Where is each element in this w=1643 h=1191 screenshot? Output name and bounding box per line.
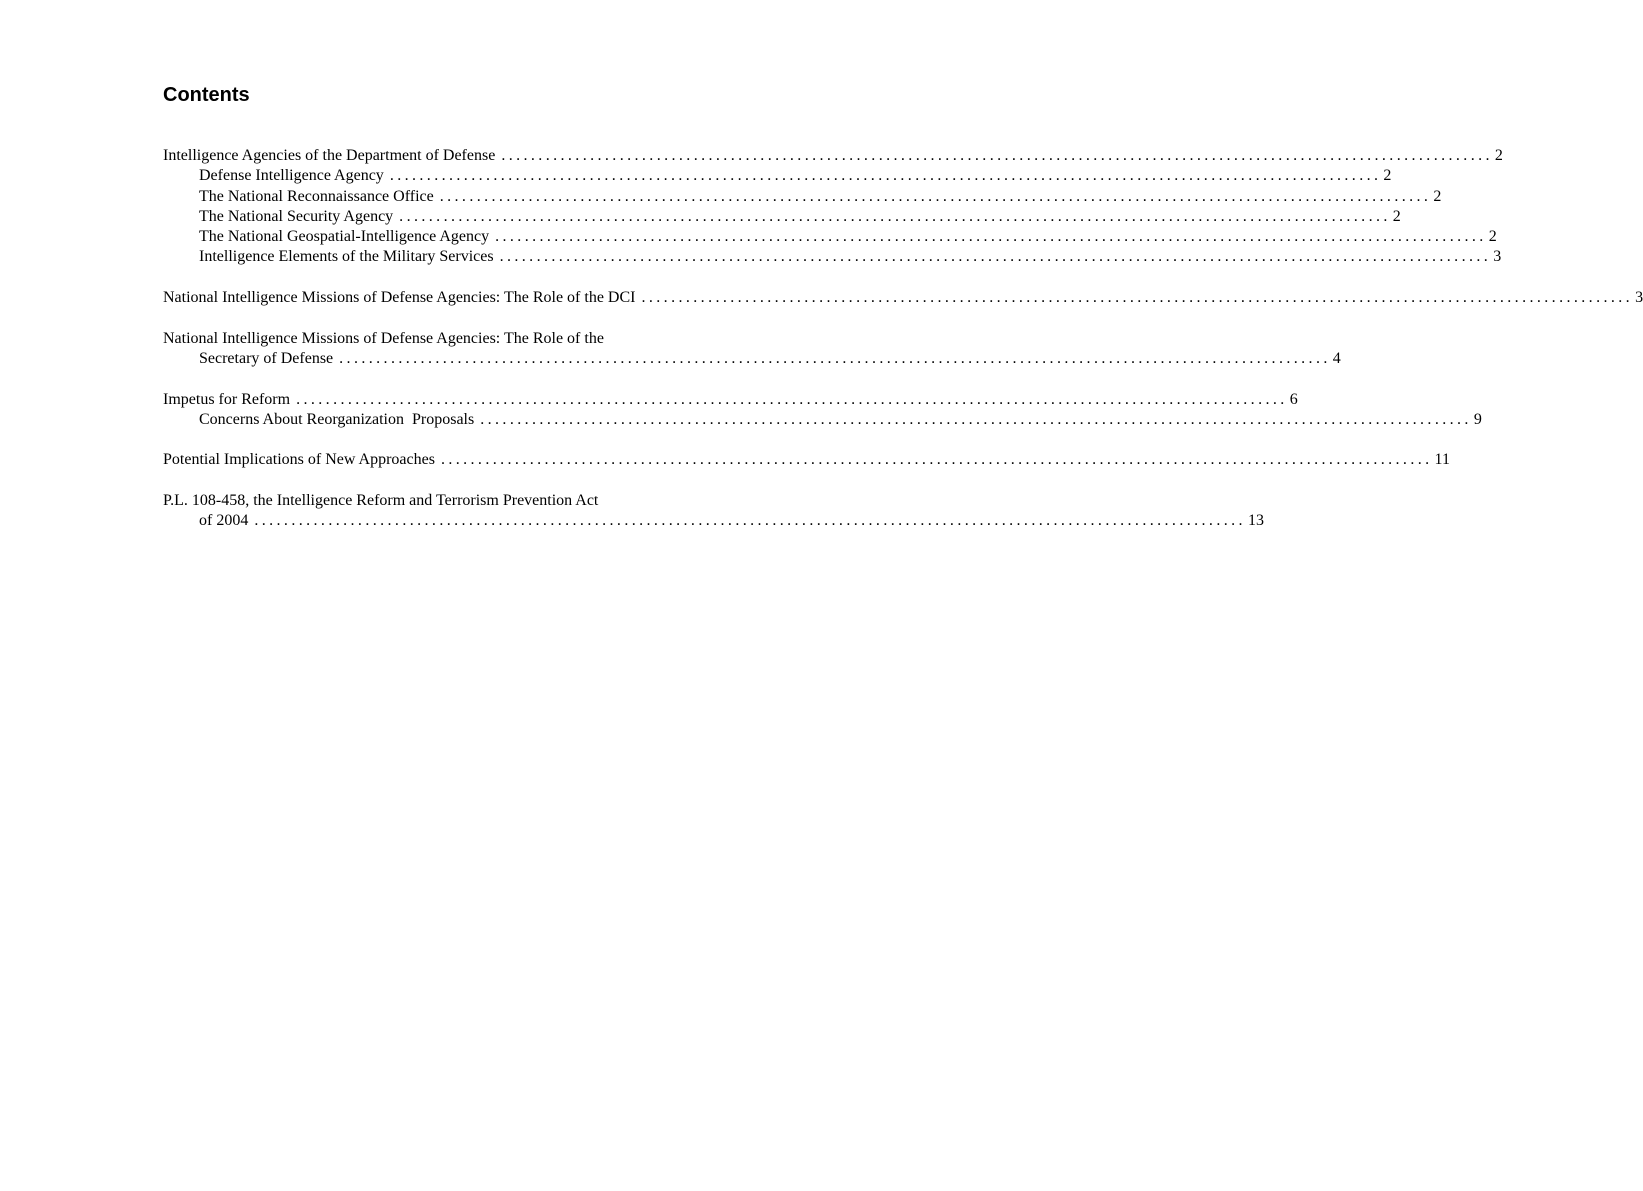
toc-subentry bbox=[163, 227, 1497, 247]
dot-leader: ...................................................................................................................................... bbox=[439, 187, 1432, 205]
toc-entry bbox=[163, 146, 1503, 166]
spacer bbox=[163, 308, 758, 328]
dot-leader: ...................................................................................................................................... bbox=[440, 451, 1433, 469]
toc-entry-page: 2 bbox=[1488, 228, 1497, 246]
toc-subentry bbox=[163, 247, 1502, 267]
toc-entry-page: 2 bbox=[1494, 147, 1503, 164]
toc-entry-page: 2 bbox=[1383, 167, 1392, 185]
dot-leader: ...................................................................................................................................... bbox=[339, 349, 1331, 367]
toc-entry-title: Impetus for Reform bbox=[163, 390, 291, 408]
toc-entry-page: 2 bbox=[1392, 207, 1401, 225]
toc-entry-title: P.L. 108-458, the Intelligence Reform and Terrorism Prevention Act bbox=[163, 492, 599, 510]
toc-entry-page: 3 bbox=[1635, 289, 1643, 307]
toc-entry-title: The National Reconnaissance Office bbox=[199, 187, 434, 205]
toc-subentry bbox=[163, 207, 1401, 227]
dot-leader: ...................................................................................................................................... bbox=[495, 228, 1487, 246]
toc-entry bbox=[163, 390, 1298, 410]
toc-entry bbox=[163, 491, 758, 511]
toc-entry-title: Intelligence Agencies of the Department of Defense bbox=[163, 147, 496, 164]
spacer bbox=[163, 430, 758, 450]
toc-entry-page: 13 bbox=[1247, 512, 1264, 530]
toc-subentry bbox=[163, 166, 1392, 186]
toc-entry bbox=[163, 450, 1450, 470]
spacer bbox=[163, 268, 758, 288]
dot-leader: ...................................................................................................................................... bbox=[254, 512, 1246, 530]
dot-leader: ...................................................................................................................................... bbox=[501, 147, 1493, 164]
toc-entry bbox=[163, 288, 1643, 308]
toc-entry-title: National Intelligence Missions of Defense Agencies: The Role of the bbox=[163, 329, 604, 347]
dot-leader: ...................................................................................................................................... bbox=[399, 207, 1391, 225]
toc-subentry bbox=[163, 187, 1442, 207]
toc-entry-title: National Intelligence Missions of Defense Agencies: The Role of the DCI bbox=[163, 289, 636, 307]
toc-entry-title: Defense Intelligence Agency bbox=[199, 167, 384, 185]
toc-subentry bbox=[163, 410, 1482, 430]
toc-entry bbox=[163, 329, 758, 349]
dot-leader: ...................................................................................................................................... bbox=[480, 410, 1472, 428]
toc-entry-continuation bbox=[163, 349, 1341, 369]
toc-entry-title: Concerns About Reorganization Proposals bbox=[199, 410, 475, 428]
toc-entry-page: 6 bbox=[1289, 390, 1298, 408]
toc-entry-title: The National Security Agency bbox=[199, 207, 394, 225]
toc-entry-page: 9 bbox=[1473, 410, 1482, 428]
toc-entry-page: 3 bbox=[1493, 248, 1502, 266]
dot-leader: ...................................................................................................................................... bbox=[641, 289, 1634, 307]
toc-entry-page: 11 bbox=[1434, 451, 1450, 469]
dot-leader: ...................................................................................................................................... bbox=[389, 167, 1382, 185]
table-of-contents bbox=[163, 146, 1643, 532]
toc-entry-page: 4 bbox=[1332, 349, 1341, 367]
spacer bbox=[163, 369, 758, 389]
spacer bbox=[163, 471, 758, 491]
dot-leader: ...................................................................................................................................... bbox=[296, 390, 1288, 408]
toc-entry-title: Potential Implications of New Approaches bbox=[163, 451, 435, 469]
toc-entry-title-continuation: Secretary of Defense bbox=[199, 349, 334, 367]
toc-entry-title-continuation: of 2004 bbox=[199, 512, 249, 530]
toc-entry-title: The National Geospatial-Intelligence Agency bbox=[199, 228, 490, 246]
toc-entry-page: 2 bbox=[1433, 187, 1442, 205]
toc-entry-title: Intelligence Elements of the Military Services bbox=[199, 248, 494, 266]
toc-entry-continuation bbox=[163, 511, 1264, 531]
contents-heading: Contents bbox=[163, 84, 250, 106]
dot-leader: ...................................................................................................................................... bbox=[499, 248, 1492, 266]
